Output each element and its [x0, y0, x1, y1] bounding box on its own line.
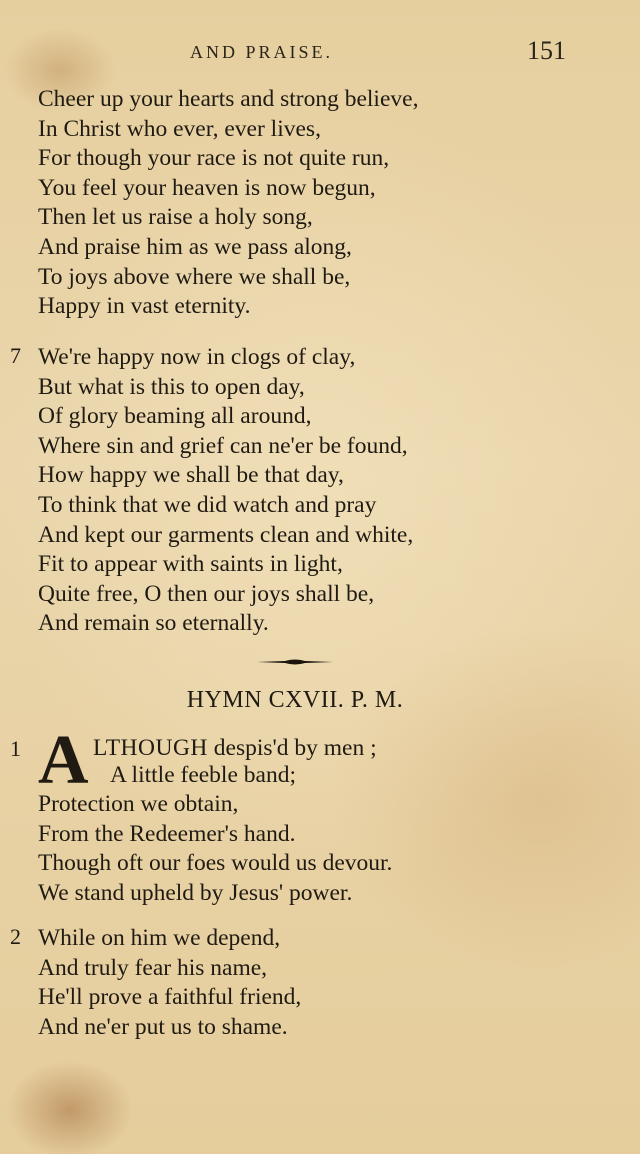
- stanza-7: [10, 343, 414, 639]
- verse-line: To think that we did watch and pray: [38, 491, 377, 518]
- verse-line: And remain so eternally.: [38, 610, 269, 637]
- verse-line-first: [93, 734, 377, 764]
- verse-number: 7: [10, 343, 21, 368]
- verse-line: Cheer up your hearts and strong believe,: [38, 86, 419, 112]
- drop-cap: A: [38, 722, 89, 799]
- verse-line: To joys above where we shall be,: [38, 263, 351, 290]
- verse-line: From the Redeemer's hand.: [38, 820, 296, 847]
- verse-line: Quite free, O then our joys shall be,: [38, 580, 375, 607]
- verse-line: And ne'er put us to shame.: [38, 1013, 288, 1040]
- verse-line: For though your race is not quite run,: [38, 145, 390, 172]
- page-number: 151: [527, 36, 566, 65]
- verse-line: Then let us raise a holy song,: [38, 204, 313, 231]
- ornament-divider: [257, 658, 333, 666]
- verse-line: Though oft our foes would us devour.: [38, 850, 393, 877]
- hymn-title: HYMN CXVII. P. M.: [186, 687, 404, 713]
- verse-line: Of glory beaming all around,: [38, 403, 312, 430]
- verse-line: You feel your heaven is now begun,: [38, 174, 376, 201]
- verse-line: How happy we shall be that day,: [38, 462, 344, 489]
- verse-line: And kept our garments clean and white,: [38, 521, 414, 548]
- verse-line: While on him we depend,: [38, 925, 281, 951]
- verse-line: And praise him as we pass along,: [38, 233, 352, 260]
- verse-line: But what is this to open day,: [38, 373, 305, 400]
- first-word: LTHOUGH: [93, 735, 208, 761]
- verse-line: Happy in vast eternity.: [38, 293, 251, 320]
- verse-line: We stand upheld by Jesus' power.: [38, 879, 353, 906]
- verse-line: And truly fear his name,: [38, 954, 268, 981]
- first-line-rest: despis'd by men ;: [207, 735, 377, 761]
- verse-line: We're happy now in clogs of clay,: [38, 344, 356, 370]
- stanza-continued: [38, 85, 418, 322]
- verse-line: He'll prove a faithful friend,: [38, 984, 302, 1011]
- verse-line: A little feeble band;: [110, 762, 296, 788]
- running-head: AND PRAISE.: [190, 42, 334, 62]
- verse-line: Protection we obtain,: [38, 791, 239, 817]
- verse-number: 1: [10, 736, 21, 761]
- verse-line: Fit to appear with saints in light,: [38, 551, 343, 578]
- verse-line: Where sin and grief can ne'er be found,: [38, 432, 408, 459]
- verse-line: In Christ who ever, ever lives,: [38, 115, 321, 142]
- verse-number: 2: [10, 924, 21, 949]
- stanza-2: [10, 924, 302, 1042]
